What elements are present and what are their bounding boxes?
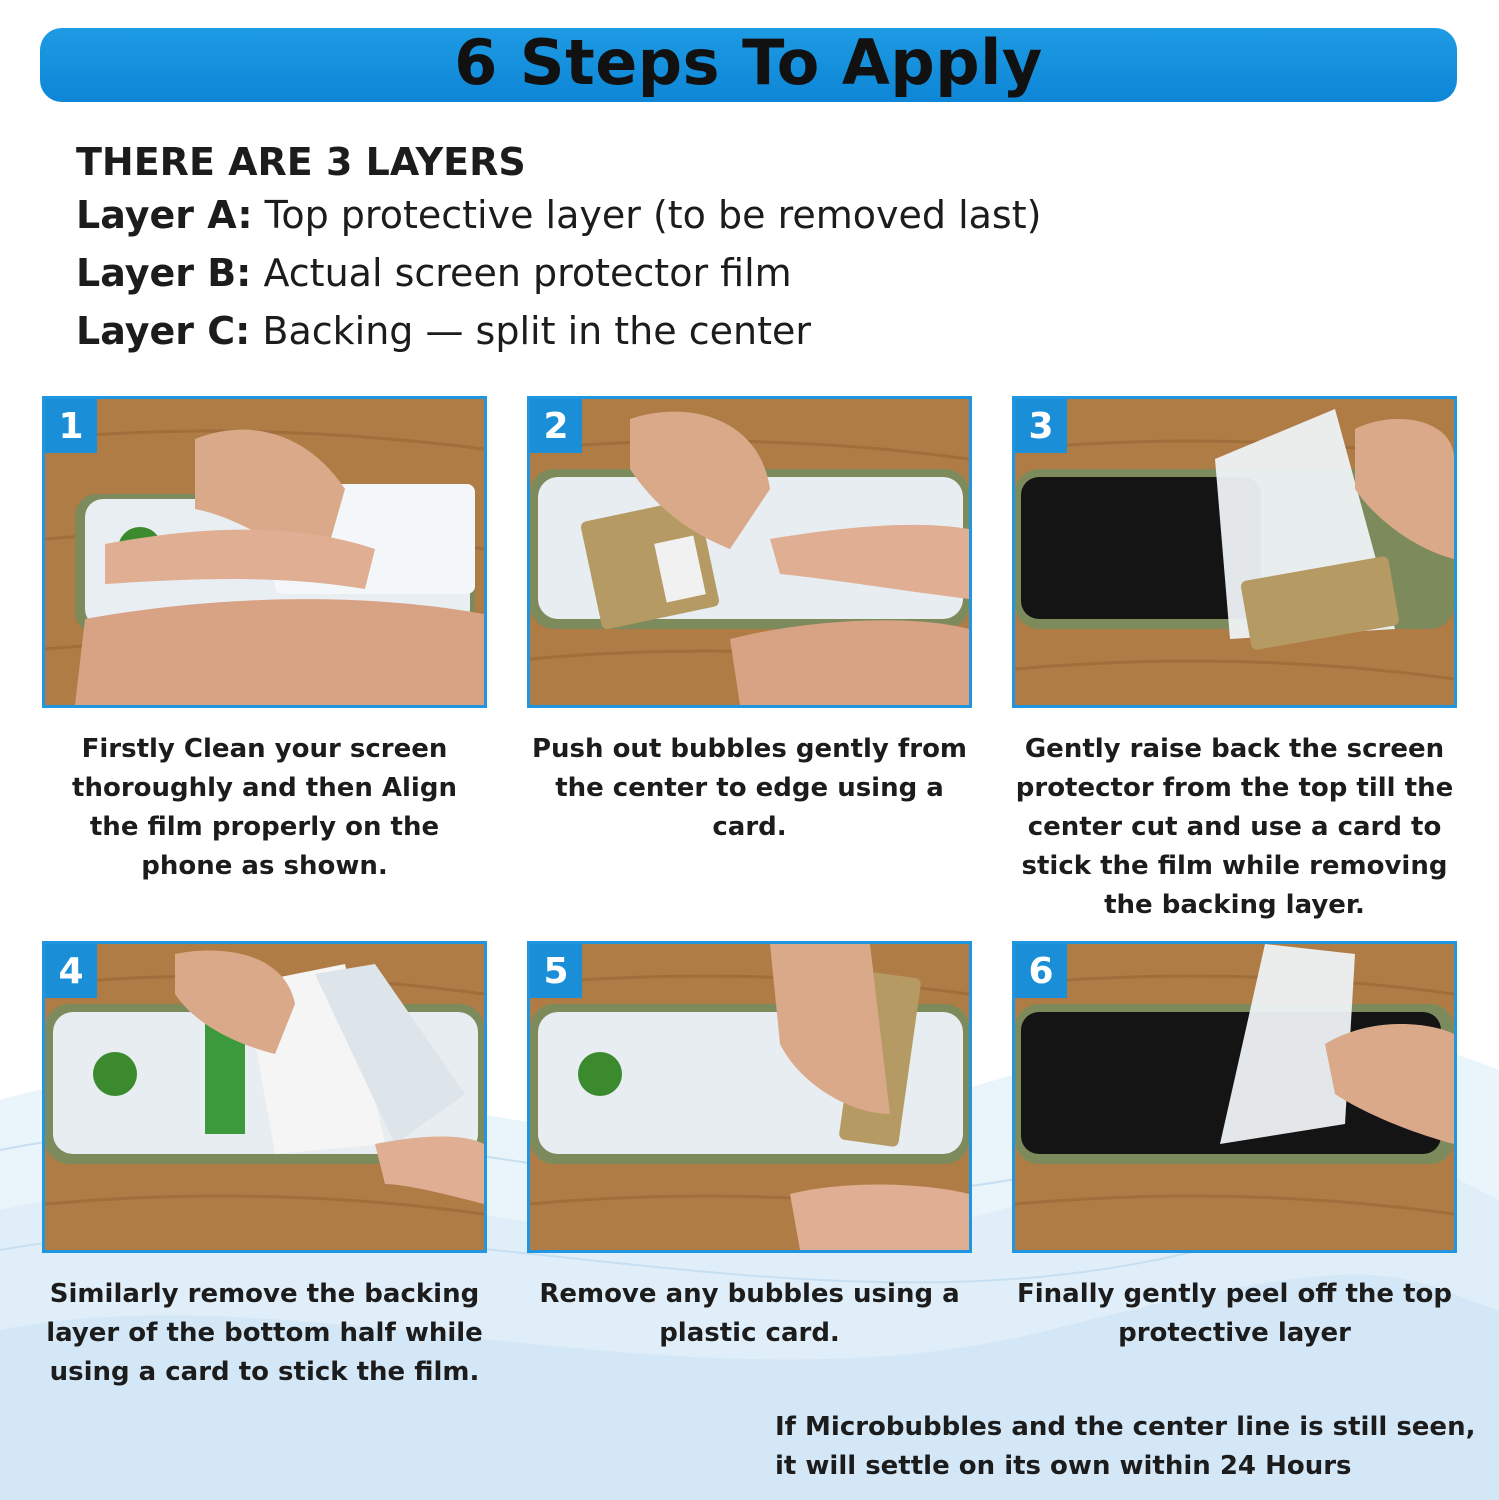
- step-1-photo: [42, 396, 487, 708]
- layer-a-label: Layer A:: [76, 193, 253, 237]
- step-1-number: 1: [45, 399, 97, 453]
- step-5-photo: [527, 941, 972, 1253]
- footnote: [775, 1408, 1475, 1486]
- layer-b-text: Actual screen protector film: [251, 251, 792, 295]
- step-6-number: 6: [1015, 944, 1067, 998]
- step-6-photo: [1012, 941, 1457, 1253]
- step-3-illustration: [1015, 399, 1454, 705]
- layer-c-text: Backing — split in the center: [250, 309, 811, 353]
- layers-heading: THERE ARE 3 LAYERS: [76, 140, 526, 184]
- step-5-illustration: [530, 944, 969, 1250]
- step-2: [527, 396, 972, 847]
- step-2-number: 2: [530, 399, 582, 453]
- step-4-illustration: [45, 944, 484, 1250]
- step-6: [1012, 941, 1457, 1353]
- step-5-caption: Remove any bubbles using a plastic card.: [539, 1279, 960, 1348]
- step-5: [527, 941, 972, 1353]
- step-4: [42, 941, 487, 1392]
- step-3: [1012, 396, 1457, 925]
- step-2-illustration: [530, 399, 969, 705]
- step-5-number: 5: [530, 944, 582, 998]
- layer-c-line: [76, 302, 1041, 360]
- step-1: [42, 396, 487, 886]
- step-2-photo: [527, 396, 972, 708]
- layer-c-label: Layer C:: [76, 309, 251, 353]
- page-title: 6 Steps To Apply: [454, 26, 1043, 99]
- layer-a-line: [76, 186, 1041, 244]
- step-2-caption: Push out bubbles gently from the center to edge using a card.: [531, 734, 968, 842]
- layers-section: [76, 138, 1041, 360]
- step-4-photo: [42, 941, 487, 1253]
- footnote-line-2: it will settle on its own within 24 Hours: [775, 1451, 1352, 1481]
- step-3-photo: [1012, 396, 1457, 708]
- step-3-caption: Gently raise back the screen protector from the top till the center cut and use a card to stick the film while removing the backing layer.: [1015, 734, 1454, 920]
- step-6-illustration: [1015, 944, 1454, 1250]
- layer-b-line: [76, 244, 1041, 302]
- step-6-caption: Finally gently peel off the top protective layer: [1017, 1279, 1452, 1348]
- step-3-number: 3: [1015, 399, 1067, 453]
- step-4-number: 4: [45, 944, 97, 998]
- footnote-line-1: If Microbubbles and the center line is still seen,: [775, 1412, 1476, 1442]
- step-4-caption: Similarly remove the backing layer of the bottom half while using a card to stick the film.: [46, 1279, 483, 1387]
- layer-b-label: Layer B:: [76, 251, 252, 295]
- layer-a-text: Top protective layer (to be removed last): [252, 193, 1042, 237]
- title-banner: [40, 28, 1457, 102]
- step-1-illustration: [45, 399, 484, 705]
- step-1-caption: Firstly Clean your screen thoroughly and then Align the film properly on the phone as shown.: [72, 734, 457, 881]
